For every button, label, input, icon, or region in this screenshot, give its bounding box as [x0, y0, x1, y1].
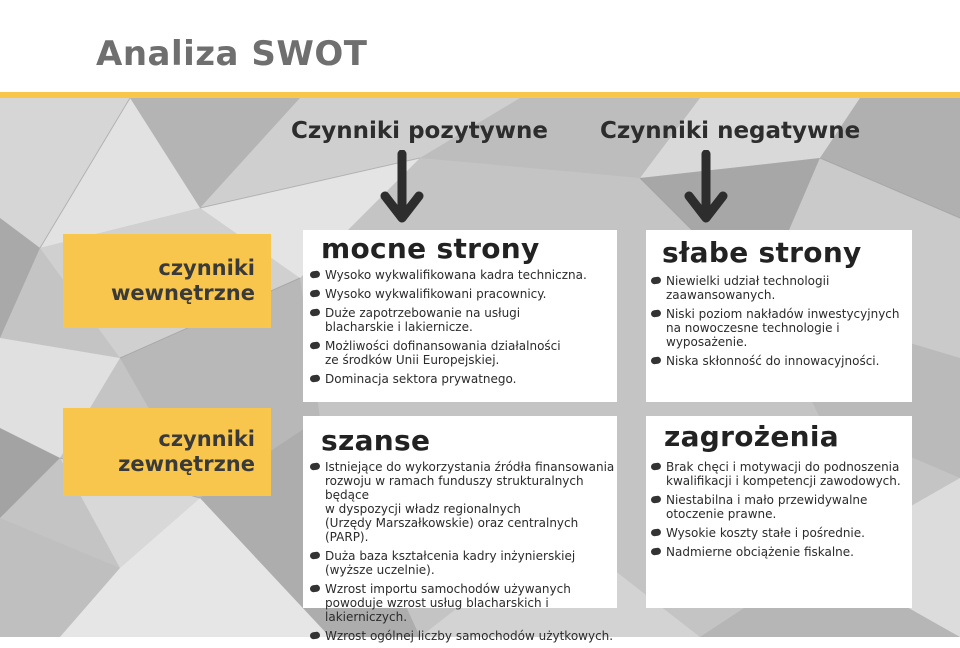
list-item: Wysoko wykwalifikowani pracownicy. [307, 287, 613, 301]
list-item: Duże zapotrzebowanie na usługi blacharskie i lakiernicze. [307, 306, 613, 334]
bullet-icon [310, 341, 321, 349]
row-label-internal-text: czynniki wewnętrzne [110, 256, 255, 305]
arrow-down-icon [681, 150, 731, 226]
list-item: Wzrost importu samochodów używanych powoduje wzrost usług blacharskich i lakierniczych. [307, 582, 617, 624]
list-item: Istniejące do wykorzystania źródła finansowania rozwoju w ramach funduszy strukturalnych będące w dyspozycji władz regionalnych (Urzędy Marszałkowskie) oraz centralnych (PARP). [307, 460, 617, 544]
strengths-title: mocne strony [321, 232, 540, 265]
page-title: Analiza SWOT [96, 34, 368, 74]
list-item: Możliwości dofinansowania działalności ze środków Unii Europejskiej. [307, 339, 613, 367]
list-item: Niski poziom nakładów inwestycyjnych na nowoczesne technologie i wyposażenie. [648, 307, 910, 349]
opportunities-card [303, 416, 617, 643]
weaknesses-card [646, 230, 912, 402]
opportunities-list [307, 460, 617, 648]
weaknesses-list [648, 274, 910, 373]
opportunities-title: szanse [321, 424, 431, 457]
list-item: Niewielki udział technologii zaawansowanych. [648, 274, 910, 302]
bullet-icon [651, 462, 662, 470]
bullet-icon [651, 309, 662, 317]
arrow-down-icon [377, 150, 427, 226]
list-item: Nadmierne obciążenie fiskalne. [648, 545, 910, 559]
column-header-negative: Czynniki negatywne [600, 118, 861, 144]
header [0, 0, 960, 92]
list-item: Wzrost ogólnej liczby samochodów użytkowych. [307, 629, 617, 643]
threats-card [646, 416, 912, 608]
threats-list [648, 460, 910, 564]
bullet-icon [310, 462, 321, 470]
bullet-icon [310, 270, 321, 278]
bullet-icon [651, 276, 662, 284]
list-item: Niska skłonność do innowacyjności. [648, 354, 910, 368]
row-label-internal [63, 234, 271, 328]
row-label-external [63, 408, 271, 496]
bullet-icon [651, 356, 662, 364]
column-header-positive: Czynniki pozytywne [291, 118, 548, 144]
weaknesses-title: słabe strony [662, 236, 862, 269]
bullet-icon [310, 374, 321, 382]
bullet-icon [310, 584, 321, 592]
bullet-icon [651, 547, 662, 555]
bullet-icon [310, 308, 321, 316]
list-item: Niestabilna i mało przewidywalne otoczenie prawne. [648, 493, 910, 521]
threats-title: zagrożenia [664, 420, 839, 453]
list-item: Dominacja sektora prywatnego. [307, 372, 613, 386]
strengths-card [303, 230, 617, 402]
strengths-list [307, 268, 613, 391]
list-item: Wysokie koszty stałe i pośrednie. [648, 526, 910, 540]
row-label-external-text: czynniki zewnętrzne [118, 427, 255, 476]
bullet-icon [651, 528, 662, 536]
list-item: Brak chęci i motywacji do podnoszenia kwalifikacji i kompetencji zawodowych. [648, 460, 910, 488]
bullet-icon [310, 631, 321, 639]
list-item: Wysoko wykwalifikowana kadra techniczna. [307, 268, 613, 282]
list-item: Duża baza kształcenia kadry inżynierskiej (wyższe uczelnie). [307, 549, 617, 577]
bullet-icon [310, 289, 321, 297]
bullet-icon [310, 551, 321, 559]
bullet-icon [651, 495, 662, 503]
